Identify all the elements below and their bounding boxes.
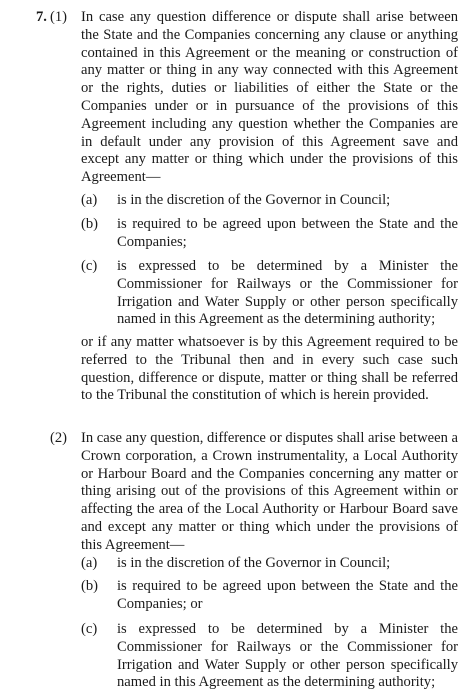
subsection-1-intro: In case any question difference or dispute shall arise between the State and the Companies concerning any clause or anything contained in this Agreement or the meaning or construction of any matter or thing in any way connected with this Agreement or the rights, duties or liabilities of either the State or the Companies under or in pursuance of the provisions of this Agreement including any question whether the Companies are in default under any provision of this Agreement save and except any matter or thing which under the provisions of this Agreement— — [81, 9, 458, 186]
subsection-2-item-b-label: (b) — [81, 578, 99, 594]
subsection-1-item-c-label: (c) — [81, 258, 98, 274]
subsection-2-item-a-label: (a) — [81, 555, 98, 571]
subsection-1-item-b-text: is required to be agreed upon between the State and the Companies; — [117, 216, 458, 250]
subsection-2-item-c-label: (c) — [81, 621, 98, 637]
subsection-1-item-a-text: is in the discretion of the Governor in Council; — [117, 192, 391, 208]
subsection-1-closing: or if any matter whatsoever is by this Agreement required to be referred to the Tribunal then and in every such case such question, difference or dispute, matter or thing shall be referred to the Tribunal the constitution of which is herein provided. — [81, 334, 458, 404]
section-number: 7. — [36, 9, 47, 25]
subsection-2-intro: In case any question, difference or disputes shall arise between a Crown corporation, a Crown instrumentality, a Local Authority or Harbour Board and the Companies concerning any matter or thing arising out of the provisions of this Agreement within or affecting the area of the Local Authority or Harbour Board save and except any matter or thing which under the provisions of this Agreement— — [81, 430, 459, 553]
subsection-2-item-b-text: is required to be agreed upon between the State and the Companies; or — [117, 578, 458, 612]
subsection-1-item-b-label: (b) — [81, 216, 99, 232]
subsection-2-item-c-text: is expressed to be determined by a Minister the Commissioner for Railways or the Commissioner for Irrigation and Water Supply or other person specifically named in this Agreement as the determining authority; — [117, 621, 458, 691]
subsection-1-item-a-label: (a) — [81, 192, 98, 208]
subsection-2-item-a-text: is in the discretion of the Governor in Council; — [117, 555, 391, 571]
subsection-1-item-c-text: is expressed to be determined by a Minister the Commissioner for Railways or the Commissioner for Irrigation and Water Supply or other person specifically named in this Agreement as the determining authority; — [117, 258, 458, 328]
subsection-1-label: (1) — [50, 9, 68, 25]
subsection-2-label: (2) — [50, 430, 68, 446]
